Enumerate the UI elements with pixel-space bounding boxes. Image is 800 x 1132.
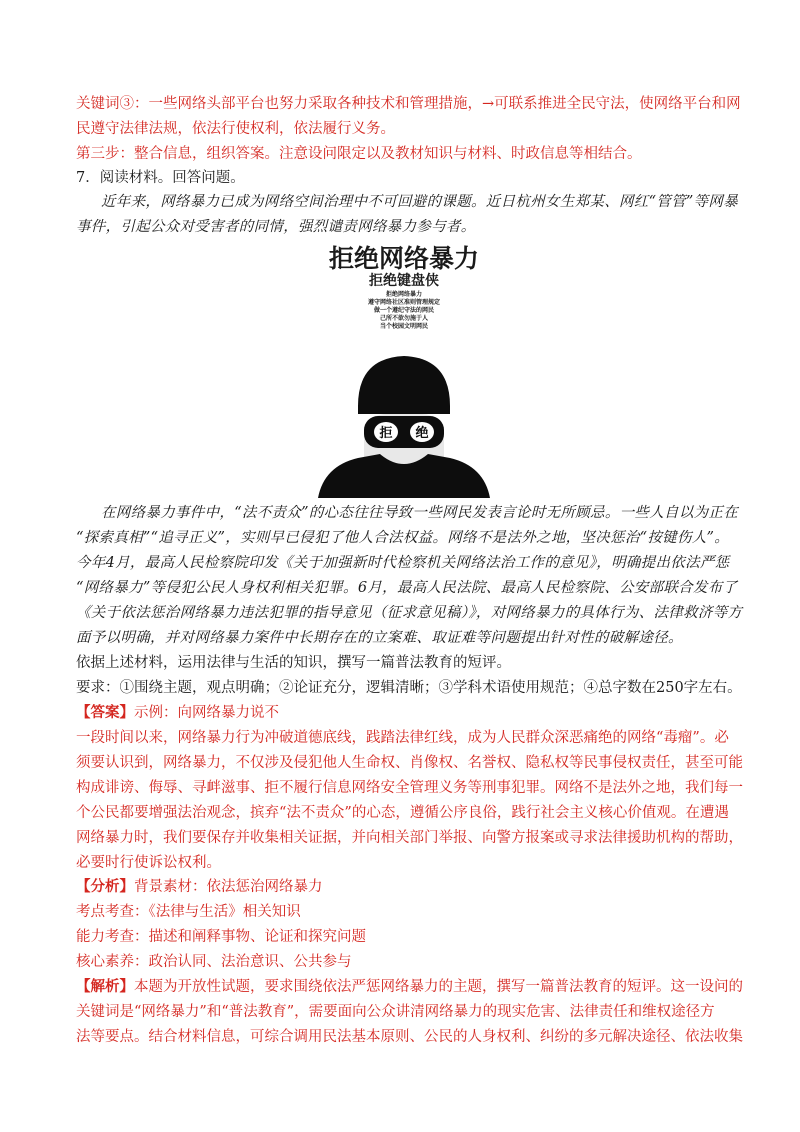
answer-line-3: 构成诽谤、侮辱、寻衅滋事、拒不履行信息网络安全管理义务等刑事犯罪。网络不是法外之地，我们每一 <box>76 780 743 796</box>
question-requirements: 要求：①围绕主题，观点明确；②论证充分，逻辑清晰；③学科术语使用规范；④总字数在250字左右。 <box>76 680 742 696</box>
poster-slogan: 拒绝网络暴力 <box>385 291 422 298</box>
poster-subtitle: 拒绝键盘侠 <box>369 273 439 289</box>
poster-slogan: 当个校园文明网民 <box>379 323 428 330</box>
material-intro-line-1: 近年来，网络暴力已成为网络空间治理中不可回避的课题。近日杭州女生郑某、网红“管管”等网暴 <box>101 194 739 210</box>
ability-assessed: 能力考查：描述和阐释事物、论证和探究问题 <box>76 929 366 945</box>
answer-line-5: 网络暴力时，我们要保存并收集相关证据，并向相关部门举报、向警方报案或寻求法律援助机构的帮助， <box>76 830 743 846</box>
exam-point: 考点考查：《法律与生活》相关知识 <box>76 904 301 920</box>
answer-line-4: 个公民都要增强法治观念，摈弃“法不责众”的心态，遵循公序良俗，践行社会主义核心价值观。在遭遇 <box>76 805 729 821</box>
keyword-3-line-1: 关键词③：一些网络头部平台也努力采取各种技术和管理措施，→可联系推进全民守法，使网络平台和网 <box>76 96 741 112</box>
explanation-line-2: 关键词是“网络暴力”和“普法教育”，需要面向公众讲清网络暴力的现实危害、法律责任和维权途径方 <box>76 1004 715 1020</box>
analysis-tag: 【分析】 <box>76 878 134 895</box>
beanie-hat <box>358 356 450 414</box>
explanation-tag: 【解析】 <box>76 978 134 995</box>
material-p2-line-2: “探索真相”“追寻正义”，实则早已侵犯了他人合法权益。网络不是法外之地，坚决惩治“按键伤人”。 <box>76 530 730 546</box>
mask-right-char: 绝 <box>415 426 429 441</box>
answer-tag: 【答案】 <box>76 704 134 721</box>
material-p2-line-6: 面予以明确，并对网络暴力案件中长期存在的立案难、取证难等问题提出针对性的破解途径。 <box>76 630 683 646</box>
step-three: 第三步：整合信息，组织答案。注意设问限定以及教材知识与材料、时政信息等相结合。 <box>76 146 642 162</box>
answer-line-1: 一段时间以来，网络暴力行为冲破道德底线，践踏法律红线，成为人民群众深恶痛绝的网络“毒瘤”。必 <box>76 730 729 746</box>
material-p2-line-3: 今年4月，最高人民检察院印发《关于加强新时代检察机关网络法治工作的意见》，明确提出依法严惩 <box>76 555 730 571</box>
mask-left-char: 拒 <box>379 426 393 441</box>
answer-line-2: 须要认识到，网络暴力，不仅涉及侵犯他人生命权、肖像权、名誉权、隐私权等民事侵权责任，甚至可能 <box>76 755 743 771</box>
question-prompt: 依据上述材料，运用法律与生活的知识，撰写一篇普法教育的短评。 <box>76 655 511 671</box>
explanation-text: 本题为开放性试题，要求围绕依法严惩网络暴力的主题，撰写一篇普法教育的短评。这一设问的 <box>134 979 743 995</box>
masked-hacker-illustration <box>318 328 490 498</box>
explanation-line-1 <box>76 974 743 1000</box>
question-7-heading: 7．阅读材料。回答问题。 <box>76 170 245 186</box>
poster-slogan: 遵守网络社区准则管理规定 <box>367 299 440 306</box>
analysis-heading <box>76 874 736 900</box>
poster-slogan: 做一个遵纪守法的网民 <box>373 307 434 314</box>
material-intro-line-2: 事件，引起公众对受害者的同情，强烈谴责网络暴力参与者。 <box>76 219 476 235</box>
poster-slogan: 己所不欲勿施于人 <box>379 315 428 322</box>
anti-cyberbullying-poster <box>318 244 490 496</box>
material-p2-line-4: “网络暴力”等侵犯公民人身权利相关犯罪。6月，最高人民法院、最高人民检察院、公安部联合发布了 <box>76 580 738 596</box>
explanation-line-3: 法等要点。结合材料信息，可综合调用民法基本原则、公民的人身权利、纠纷的多元解决途径、依法收集 <box>76 1029 743 1045</box>
analysis-text: 背景素材：依法惩治网络暴力 <box>134 879 323 895</box>
material-p2-line-1: 在网络暴力事件中，“法不责众”的心态往往导致一些网民发表言论时无所顾忌。一些人自以为正在 <box>101 505 739 521</box>
core-literacy: 核心素养：政治认同、法治意识、公共参与 <box>76 954 352 970</box>
answer-heading <box>76 700 736 726</box>
poster-title: 拒绝网络暴力 <box>328 244 479 273</box>
keyword-3-line-2: 民遵守法律法规，依法行使权利，依法履行义务。 <box>76 121 395 137</box>
material-p2-line-5: 《关于依法惩治网络暴力违法犯罪的指导意见（征求意见稿）》，对网络暴力的具体行为、法律救济等方 <box>76 605 743 621</box>
answer-line-6: 必要时行使诉讼权利。 <box>76 855 221 871</box>
answer-title: 示例：向网络暴力说不 <box>134 705 279 721</box>
